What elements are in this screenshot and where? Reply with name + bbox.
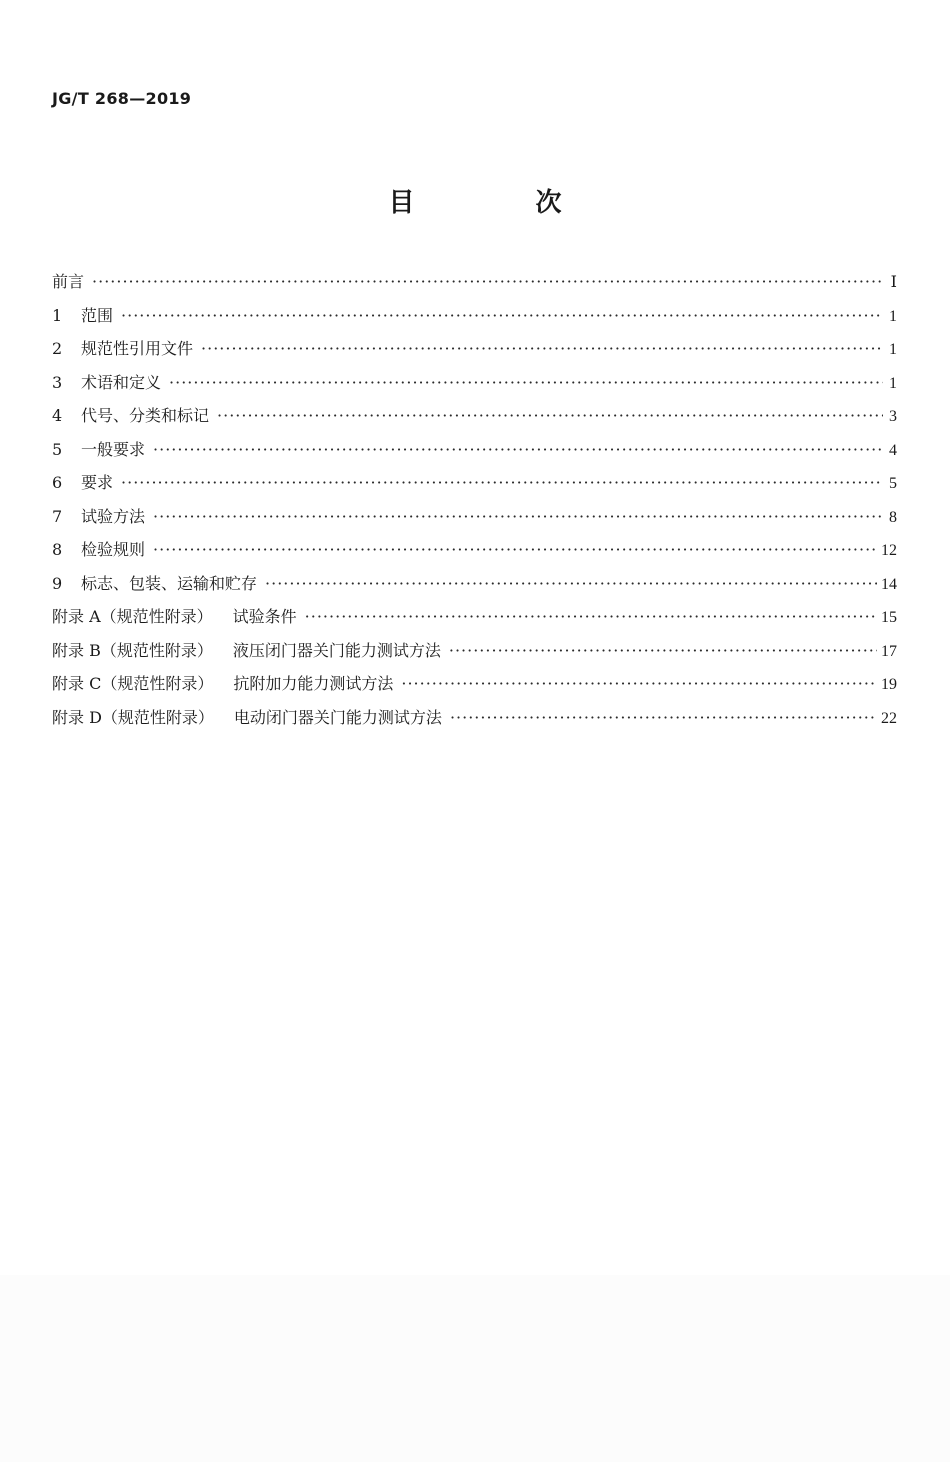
toc-dot-leader [153, 440, 883, 459]
toc-entry-foreword[interactable] [52, 269, 897, 303]
toc-dot-leader [449, 641, 877, 660]
toc-entry-8[interactable] [52, 537, 897, 571]
toc-entry-label: 检验规则 [81, 540, 146, 559]
toc-page-number: 15 [881, 609, 897, 626]
toc-dot-leader [450, 708, 877, 727]
standard-code: JG/T 268—2019 [52, 89, 192, 108]
toc-page-number: 3 [889, 408, 897, 425]
toc-entry-label: 一般要求 [81, 439, 146, 459]
toc-entry-label: 代号、分类和标记 [81, 406, 210, 425]
toc-dot-leader [169, 373, 883, 392]
toc-annex-prefix: 附录 C（规范性附录） [52, 674, 214, 693]
toc-entry-number: 8 [52, 540, 63, 559]
toc-entry-label: 范围 [81, 305, 114, 325]
toc-entry-annex-b[interactable] [52, 638, 897, 672]
toc-page-number: 5 [889, 475, 897, 492]
toc-page-number: 14 [881, 575, 897, 593]
scan-background [0, 1275, 950, 1462]
toc-page-number: 17 [881, 642, 897, 660]
toc-entry-1[interactable] [52, 303, 897, 337]
toc-entry-number: 7 [52, 506, 63, 526]
toc-entry-number: 4 [52, 406, 63, 425]
toc-page-number: 4 [889, 441, 897, 459]
toc-annex-prefix: 附录 B（规范性附录） [52, 640, 213, 660]
toc-entry-7[interactable] [52, 504, 897, 538]
toc-entry-label: 试验方法 [81, 506, 146, 526]
toc-page-number: 1 [889, 374, 897, 392]
toc-entry-annex-c[interactable] [52, 671, 897, 705]
toc-entry-2[interactable] [52, 336, 897, 370]
toc-entry-5[interactable] [52, 437, 897, 471]
toc-dot-leader [121, 473, 883, 492]
toc-entry-annex-a[interactable] [52, 604, 897, 638]
page-title: 目 次 [388, 188, 618, 218]
toc-page-number: 12 [881, 542, 897, 559]
toc-entry-label: 要求 [81, 473, 114, 492]
toc-entry-9[interactable] [52, 571, 897, 605]
toc-page-number: 1 [889, 341, 897, 358]
toc-entry-number: 1 [52, 305, 63, 325]
toc-page-number: 19 [881, 676, 897, 693]
toc-entry-number: 9 [52, 573, 63, 593]
toc-entry-label: 抗附加力能力测试方法 [233, 674, 394, 693]
toc-dot-leader [153, 540, 877, 559]
toc-entry-label: 试验条件 [232, 607, 297, 626]
toc-entry-label: 液压闭门器关门能力测试方法 [232, 640, 441, 660]
toc-page-number: 1 [889, 307, 897, 325]
toc-dot-leader [153, 507, 883, 526]
toc-annex-prefix: 附录 D（规范性附录） [52, 707, 214, 727]
toc-dot-leader [201, 339, 883, 358]
toc-entry-6[interactable] [52, 470, 897, 504]
toc-entry-4[interactable] [52, 403, 897, 437]
toc-page-number: 8 [889, 508, 897, 526]
toc-page-number: 22 [881, 709, 897, 727]
toc-entry-number: 5 [52, 439, 63, 459]
table-of-contents [52, 269, 897, 738]
toc-annex-prefix: 附录 A（规范性附录） [52, 607, 213, 626]
toc-entry-label: 电动闭门器关门能力测试方法 [233, 707, 442, 727]
toc-dot-leader [305, 607, 877, 626]
toc-entry-number: 3 [52, 372, 63, 392]
toc-entry-number: 6 [52, 473, 63, 492]
toc-entry-number: 2 [52, 339, 63, 358]
toc-entry-label: 前言 [52, 272, 85, 291]
toc-dot-leader [401, 674, 877, 693]
toc-page-number: Ⅰ [890, 274, 897, 291]
toc-entry-3[interactable] [52, 370, 897, 404]
toc-entry-annex-d[interactable] [52, 705, 897, 739]
toc-entry-label: 规范性引用文件 [81, 339, 194, 358]
toc-dot-leader [92, 272, 883, 291]
toc-dot-leader [121, 306, 883, 325]
toc-entry-label: 术语和定义 [81, 372, 162, 392]
toc-dot-leader [265, 574, 877, 593]
toc-entry-label: 标志、包装、运输和贮存 [81, 573, 258, 593]
toc-dot-leader [217, 406, 883, 425]
